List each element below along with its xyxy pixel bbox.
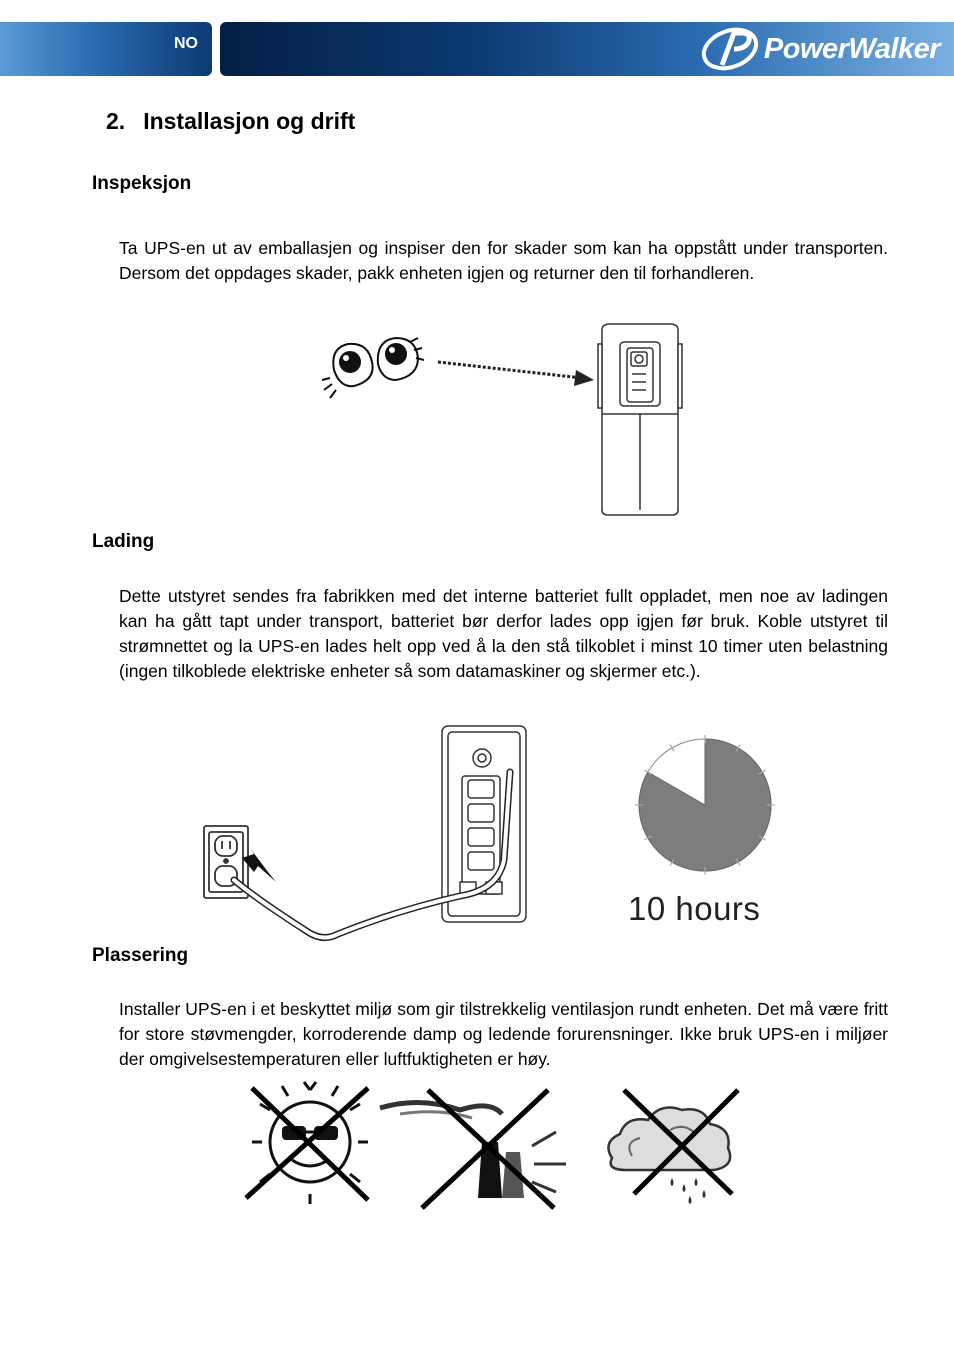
no-sun-heat-icon	[246, 1082, 368, 1204]
brand-name: PowerWalker	[763, 32, 940, 65]
placement-warning-icons	[240, 1080, 780, 1220]
charging-heading: Lading	[92, 531, 155, 552]
dotted-arrow	[438, 362, 594, 386]
no-factory-fumes-icon	[380, 1090, 566, 1208]
no-humidity-rain-icon	[608, 1090, 738, 1204]
inspection-illustration	[320, 320, 690, 520]
ups-front-illustration	[598, 324, 682, 515]
placement-paragraph: Installer UPS-en i et beskyttet miljø som gir tilstrekkelig ventilasjon rundt enheten. Det må være fritt for store støvmengder, korroderende damp og ledende forurensninger. Ikke bruk UPS-en i miljøer der omgivelsestemperaturen eller luftfuktigheten er høy.	[119, 999, 888, 1069]
section-number: 2.	[106, 108, 126, 134]
clock-pie-chart	[630, 732, 780, 882]
brand-logo	[700, 26, 940, 72]
placement-heading: Plassering	[92, 945, 189, 966]
ups-rear-illustration	[442, 726, 526, 922]
brand-swirl-icon	[700, 27, 760, 71]
section-title	[106, 108, 355, 135]
clock-hours-label: 10 hours	[628, 890, 761, 927]
section-title-text: Installasjon og drift	[143, 108, 356, 134]
inspection-paragraph: Ta UPS-en ut av emballasjen og inspiser den for skader som kan ha oppstått under transporten. Dersom det oppdages skader, pakk enheten igjen og returner den til forhandleren.	[119, 238, 888, 283]
header-language-band	[0, 22, 212, 76]
header-brand-band	[220, 22, 954, 76]
eyes-icon	[322, 338, 424, 398]
inspection-heading: Inspeksjon	[92, 173, 192, 194]
charging-paragraph: Dette utstyret sendes fra fabrikken med det interne batteriet fullt oppladet, men noe av ladingen kan ha gått tapt under transport, batteriet bør derfor lades opp igjen før bruk. Koble utstyret til strømnettet og la UPS-en lades helt opp ved å la den stå tilkoblet i minst 10 timer uten belastning (ingen tilkoblede elektriske enheter så som datamaskiner og skjermer etc.).	[119, 586, 888, 681]
language-label: NO	[174, 35, 198, 52]
charging-illustration	[198, 720, 538, 945]
